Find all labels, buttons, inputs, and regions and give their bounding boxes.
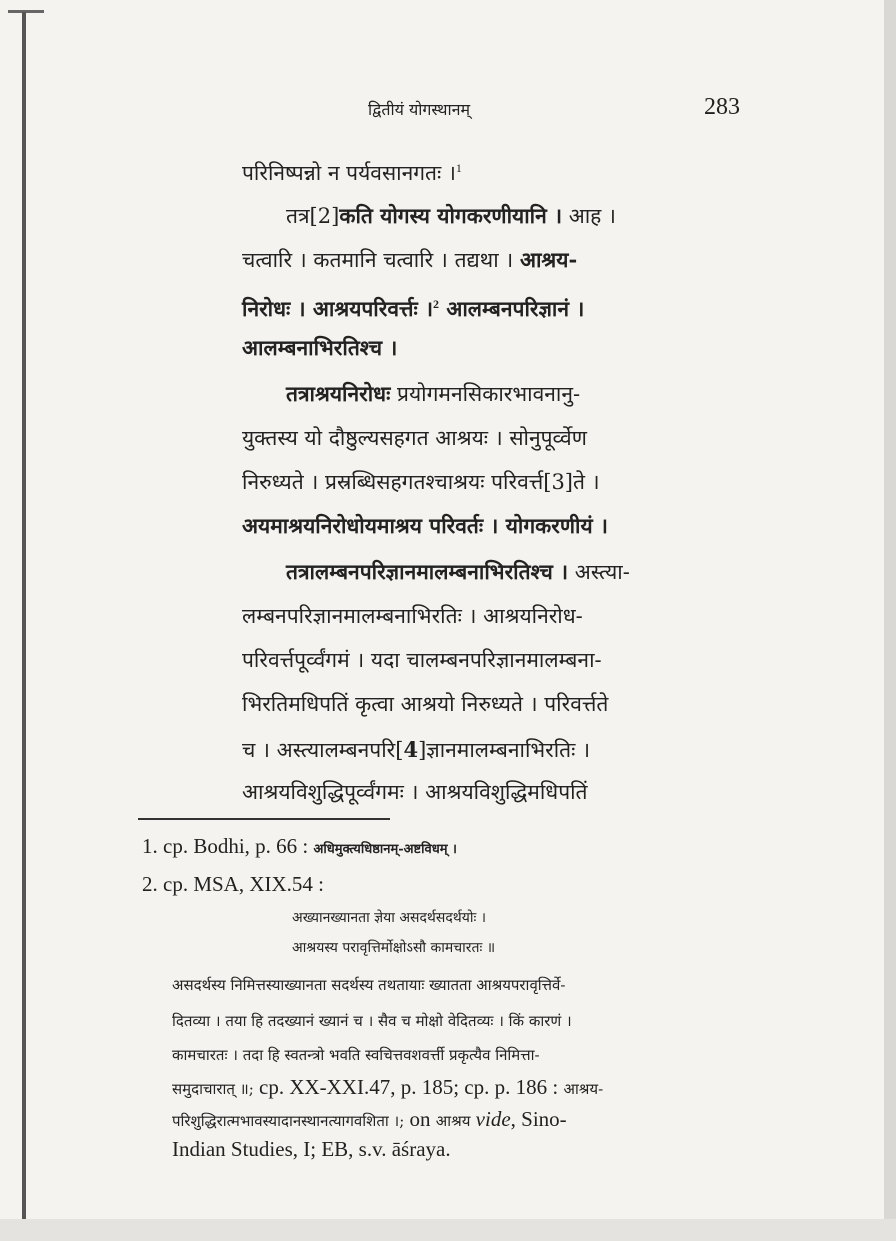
text-span: Indian Studies, I; EB, s.v. āśraya.	[172, 1137, 451, 1161]
text-line-12	[242, 644, 602, 676]
text-line-1	[242, 152, 462, 189]
text-span: प्रयोगमनसिकारभावनानु-	[390, 382, 581, 406]
bold-text: तत्रालम्बनपरिज्ञानमालम्बनाभिरतिश्च ।	[286, 559, 569, 584]
note-line-3	[172, 1040, 540, 1070]
verse-line-2	[292, 936, 495, 960]
text-span: अयमाश्रयनिरोधोयमाश्रय परिवर्तः । योगकरणीयं ।	[242, 513, 608, 538]
bold-text: आश्रय-	[519, 247, 578, 272]
binding-edge	[22, 12, 26, 1222]
text-span: ]ज्ञानमालम्बनाभिरतिः ।	[418, 738, 591, 762]
text-span: अस्त्या-	[568, 560, 630, 584]
text-line-4	[242, 288, 584, 325]
running-title: द्वितीयं योगस्थानम्	[368, 100, 471, 119]
note-line-6	[172, 1134, 451, 1166]
text-span: लम्बनपरिज्ञानमालम्बनाभिरतिः । आश्रयनिरोध-	[242, 604, 583, 628]
text-span: आलम्बनपरिज्ञानं ।	[439, 296, 585, 321]
text-line-5	[242, 332, 397, 364]
text-line-7	[242, 422, 587, 454]
text-span: कामचारतः । तदा हि स्वतन्त्रो भवति स्वचित्तवशवर्त्ती प्रकृत्यैव निमित्ता-	[172, 1046, 540, 1064]
text-span: , Sino-	[510, 1107, 567, 1131]
text-span: 1. cp. Bodhi, p. 66 :	[142, 834, 314, 858]
footnote-1	[142, 832, 457, 864]
text-span: च । अस्त्यालम्बनपरि[	[242, 738, 404, 762]
note-line-1	[172, 970, 565, 1000]
text-span: दितव्या । तया हि तदख्यानं ख्यानं च । सैव च मोक्षो वेदितव्यः । किं कारणं ।	[172, 1012, 572, 1030]
text-line-8	[242, 466, 600, 498]
text-span: आश्रय	[435, 1112, 471, 1130]
text-span: आश्रय-	[563, 1080, 604, 1098]
text-span: निरोधः । आश्रयपरिवर्त्तः ।	[242, 296, 434, 321]
text-span: निरुध्यते । प्रस्रब्धिसहगतश्चाश्रयः परिवर्त्त[3]ते ।	[242, 470, 600, 494]
verse-line-1	[292, 906, 486, 930]
text-line-6	[286, 378, 580, 410]
text-span: तत्र[2]	[286, 204, 340, 228]
note-line-2	[172, 1006, 572, 1036]
page-header	[368, 94, 740, 124]
text-span: अख्यानख्यानता ज्ञेया असदर्थसदर्थयोः ।	[292, 910, 487, 926]
text-span: चत्वारि । कतमानि चत्वारि । तद्यथा ।	[242, 248, 520, 272]
text-line-11	[242, 600, 583, 632]
text-line-10	[286, 556, 630, 588]
text-span: on	[404, 1107, 436, 1131]
footnote-ref-2: 2	[433, 297, 440, 311]
bold-text: 4	[403, 737, 419, 762]
text-span: आश्रयस्य परावृत्तिर्मोक्षोऽसौ कामचारतः ॥	[292, 940, 496, 956]
footnote-2	[142, 870, 324, 898]
page-edge-bottom	[0, 1219, 896, 1241]
binding-tick	[8, 10, 44, 13]
text-span: आश्रयविशुद्धिपूर्व्वंगमः । आश्रयविशुद्धिमधिपतिं	[242, 780, 588, 804]
text-span: आलम्बनाभिरतिश्च ।	[242, 335, 398, 360]
text-line-15	[242, 776, 588, 808]
text-span: असदर्थस्य निमित्तस्याख्यानता सदर्थस्य तथतायाः ख्यातता आश्रयपरावृत्तिर्वे-	[172, 976, 566, 994]
text-span: परिवर्त्तपूर्व्वंगमं । यदा चालम्बनपरिज्ञानमालम्बना-	[242, 648, 602, 672]
page-number: 283	[704, 94, 740, 120]
text-line-3	[242, 244, 577, 276]
note-line-4	[172, 1072, 603, 1104]
footnote-rule	[138, 818, 390, 820]
text-span: भिरतिमधिपतिं कृत्वा आश्रयो निरुध्यते । परिवर्त्तते	[242, 692, 609, 716]
text-span: अधिमुक्त्यधिष्ठानम्-अष्टविधम् ।	[313, 842, 457, 857]
text-span: आह ।	[562, 204, 616, 228]
text-span: युक्तस्य यो दौष्ठुल्यसहगत आश्रयः । सोनुपूर्व्वेण	[242, 426, 587, 450]
italic-text: vide	[470, 1107, 511, 1131]
text-span: 2. cp. MSA, XIX.54 :	[142, 872, 324, 896]
text-line-13	[242, 688, 608, 720]
page-edge-right	[884, 0, 896, 1241]
text-span: cp. XX-XXI.47, p. 185; cp. p. 186 :	[253, 1075, 564, 1099]
bold-text: कति योगस्य योगकरणीयानि ।	[339, 203, 563, 228]
text-line-2	[286, 200, 616, 232]
bold-text: तत्राश्रयनिरोधः	[286, 381, 391, 406]
text-span: परिशुद्धिरात्मभावस्यादानस्थानत्यागवशिता ।;	[172, 1112, 405, 1130]
footnote-ref-1: 1	[455, 161, 462, 175]
note-line-5	[172, 1104, 567, 1136]
text-span: समुदाचारात् ॥;	[172, 1080, 254, 1098]
text-line-14	[242, 734, 590, 766]
text-span: परिनिष्पन्नो न पर्यवसानगतः ।	[242, 161, 456, 185]
text-line-9	[242, 510, 608, 542]
